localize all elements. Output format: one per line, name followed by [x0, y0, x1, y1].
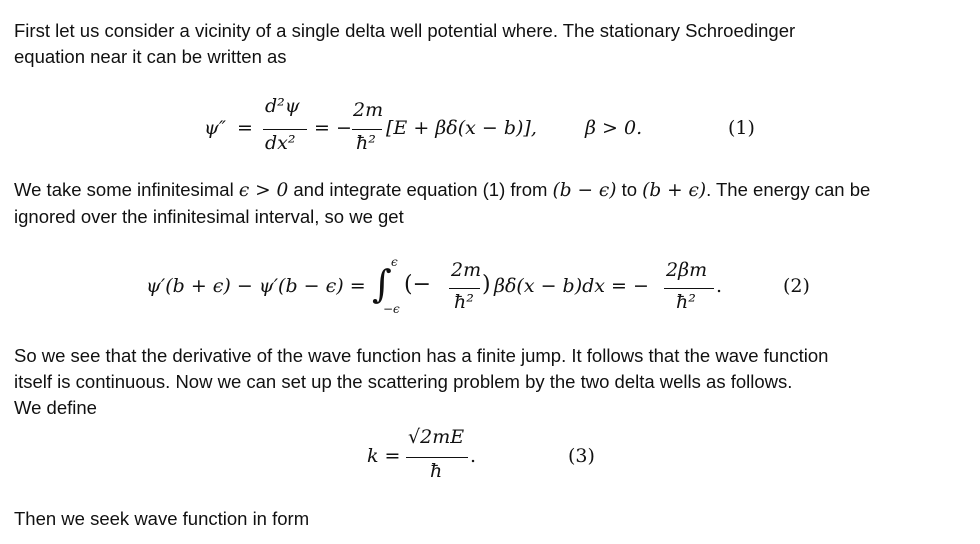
integration-text-b: and integrate equation (1) from — [288, 179, 553, 200]
wavefunction-line-1: Then we seek wave function in form — [14, 508, 310, 529]
interval-end: (b + ϵ) — [642, 180, 707, 201]
eq2-integral-sign: ∫ — [372, 262, 392, 306]
integration-line-2: ignored over the infinitesimal interval, so we get — [14, 206, 404, 227]
eq3-lhs: k = — [367, 445, 401, 467]
eq1-frac1-numerator: d²ψ — [265, 95, 300, 117]
eq1-frac2-numerator: 2m — [353, 99, 384, 121]
eq3-period: . — [470, 445, 477, 467]
eq2-rhs-numerator: 2βm — [666, 259, 708, 281]
eq2-paren-open: (− — [404, 272, 432, 297]
eq2-number: (2) — [783, 275, 810, 297]
eq2-lhs: ψ′(b + ϵ) − ψ′(b − ϵ) = — [146, 275, 366, 297]
eq1-number: (1) — [728, 117, 755, 139]
interval-start: (b − ϵ) — [552, 180, 617, 201]
eq1-lhs: ψ″ — [204, 117, 226, 139]
integration-text-d: . The energy can be — [706, 179, 871, 200]
eq2-upper-limit: ϵ — [391, 255, 398, 269]
eq3-numerator: √2mE — [408, 426, 465, 448]
integration-text-a: We take some infinitesimal — [14, 179, 239, 200]
eq1-equals-minus: = − — [314, 117, 352, 139]
integration-text-c: to — [616, 179, 643, 200]
eq2-lower-limit: −ϵ — [383, 302, 400, 316]
eq1-condition: β > 0. — [585, 117, 643, 139]
continuity-line-2: itself is continuous. Now we can set up the scattering problem by the two delta wells as follows. — [14, 371, 793, 392]
eq2-rhs-period: . — [716, 275, 723, 297]
eq1-frac2-denominator: ħ² — [356, 132, 376, 154]
intro-line-1: First let us consider a vicinity of a single delta well potential where. The stationary Schroedinger — [14, 20, 796, 41]
epsilon-condition: ϵ > 0 — [238, 180, 289, 201]
eq3-number: (3) — [568, 445, 595, 467]
eq1-bracket: [E + βδ(x − b)], — [386, 117, 537, 139]
wavefunction-paragraph — [14, 506, 614, 532]
eq1-equals: = — [237, 117, 253, 139]
intro-line-2: equation near it can be written as — [14, 46, 287, 67]
eq1-frac1-denominator: dx² — [265, 132, 296, 154]
continuity-line-1: So we see that the derivative of the wave function has a finite jump. It follows that the wave function — [14, 345, 829, 366]
eq2-rhs-denominator: ħ² — [676, 291, 696, 313]
continuity-line-3: We define — [14, 397, 97, 418]
eq3-denominator: ħ — [430, 460, 443, 482]
eq2-frac-numerator: 2m — [451, 259, 482, 281]
eq3-frac-bar — [406, 457, 468, 458]
eq2-paren-close: ) — [482, 272, 491, 297]
eq2-integrand: βδ(x − b)dx = − — [494, 275, 649, 297]
eq2-frac-denominator: ħ² — [454, 291, 474, 313]
